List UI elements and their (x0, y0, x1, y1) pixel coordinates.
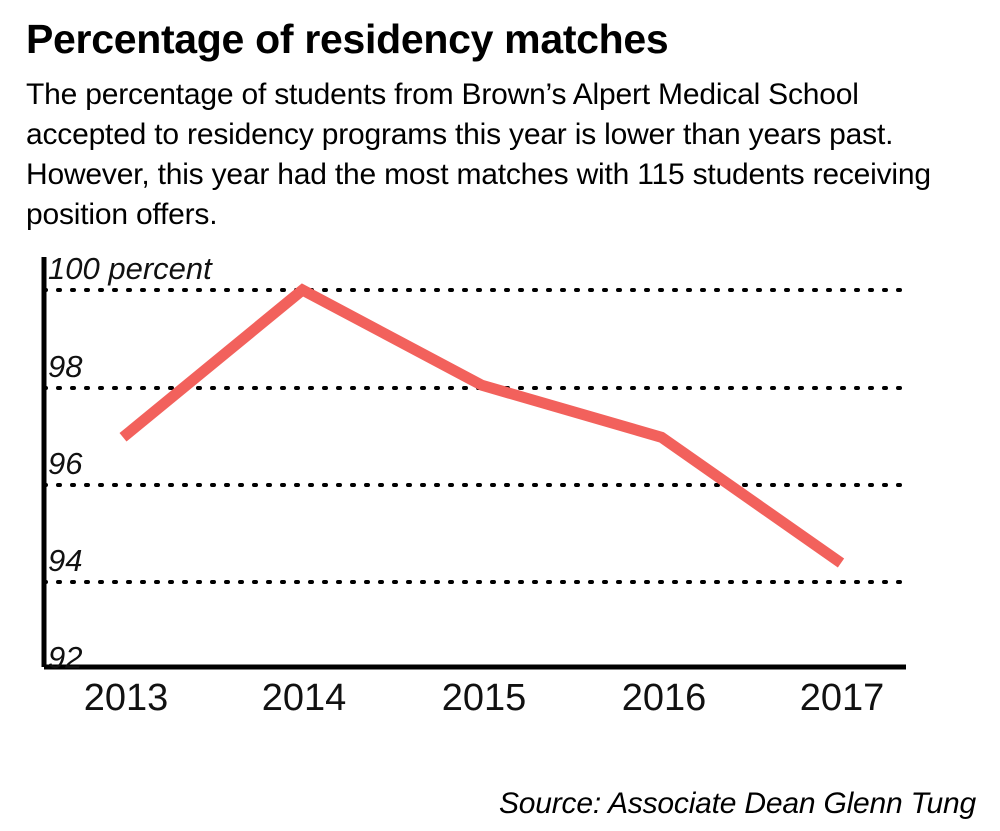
x-tick-label-2016: 2016 (621, 676, 707, 719)
page-title: Percentage of residency matches (26, 16, 669, 62)
y-tick-label-92: 92 (48, 639, 83, 675)
y-tick-label-98: 98 (48, 348, 83, 384)
x-tick-label-2013: 2013 (83, 676, 169, 719)
deck-text: The percentage of students from Brown’s Alpert Medical School accepted to residency programs this year is lower than years past. However, this year had the most matches with 115 students receiving position offers. (26, 78, 931, 231)
y-tick-label-94: 94 (48, 542, 83, 578)
data-series-line (123, 290, 841, 563)
line-chart (26, 250, 976, 719)
source-note: Source: Associate Dean Glenn Tung (498, 787, 976, 820)
chart-svg (26, 250, 976, 683)
y-tick-label-100: 100 percent (48, 250, 212, 286)
y-tick-label-96: 96 (48, 445, 83, 481)
x-tick-label-2014: 2014 (261, 676, 347, 719)
gridlines (44, 290, 906, 582)
x-tick-label-2015: 2015 (441, 676, 527, 719)
x-tick-label-2017: 2017 (799, 676, 885, 719)
